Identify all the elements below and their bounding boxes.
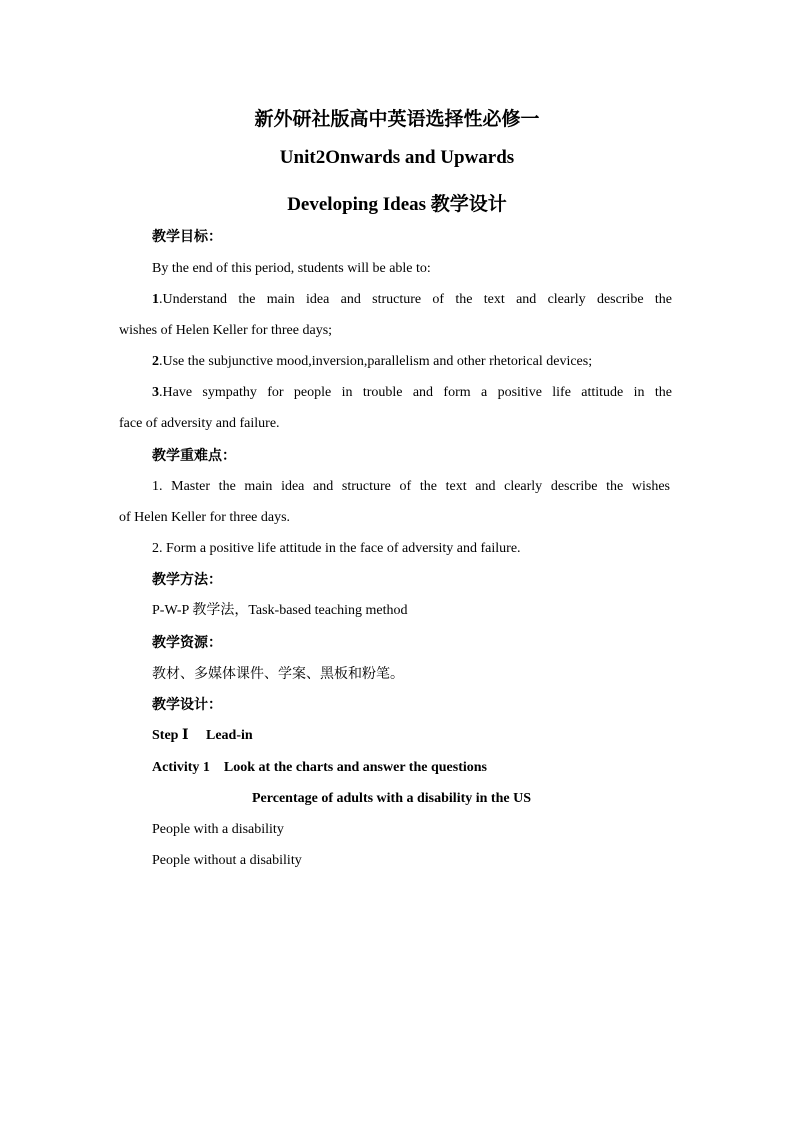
resources-text: 教材、多媒体课件、学案、黑板和粉笔。 (152, 666, 404, 682)
key-points-heading: 教学重难点： (152, 448, 236, 464)
objective-item-1-continued: wishes of Helen Keller for three days; (119, 323, 333, 338)
methods-heading: 教学方法： (152, 572, 222, 588)
unit-title: Unit2Onwards and Upwards (279, 147, 515, 168)
step-heading: Step Ⅰ Lead-in (152, 728, 253, 743)
objective-item-3 (152, 383, 672, 403)
objective-item-3-text: .Have sympathy for people in trouble and form a positive life attitude in the (159, 385, 672, 400)
objective-item-1-number: 1 (152, 292, 159, 307)
objective-item-1 (152, 290, 672, 310)
objectives-heading: 教学目标： (152, 229, 222, 245)
methods-text: P-W-P 教学法，Task-based teaching method (152, 603, 408, 618)
objective-item-1-text: .Understand the main idea and structure of the text and clearly describe the (159, 292, 672, 307)
objective-item-2-text: .Use the subjunctive mood,inversion,parallelism and other rhetorical devices; (159, 354, 593, 369)
objective-item-3-number: 3 (152, 385, 159, 400)
key-point-item-1: 1. Master the main idea and structure of the text and clearly describe the wishes (152, 479, 670, 494)
activity-heading: Activity 1 Look at the charts and answer the questions (152, 760, 487, 775)
document-title: 新外研社版高中英语选择性必修一 (254, 108, 540, 130)
objective-item-2-number: 2 (152, 354, 159, 369)
objectives-intro: By the end of this period, students will be able to: (152, 261, 431, 276)
key-point-item-1-continued: of Helen Keller for three days. (119, 510, 291, 525)
chart-title: Percentage of adults with a disability in the US (252, 791, 531, 806)
design-heading: 教学设计： (152, 697, 222, 713)
resources-heading: 教学资源： (152, 635, 222, 651)
lesson-title: Developing Ideas 教学设计 (287, 194, 507, 215)
objective-item-3-continued: face of adversity and failure. (119, 416, 280, 431)
objective-item-2 (152, 352, 592, 372)
legend-item-with-disability: People with a disability (152, 822, 284, 837)
key-point-item-2: 2. Form a positive life attitude in the face of adversity and failure. (152, 541, 521, 556)
legend-item-without-disability: People without a disability (152, 853, 302, 868)
